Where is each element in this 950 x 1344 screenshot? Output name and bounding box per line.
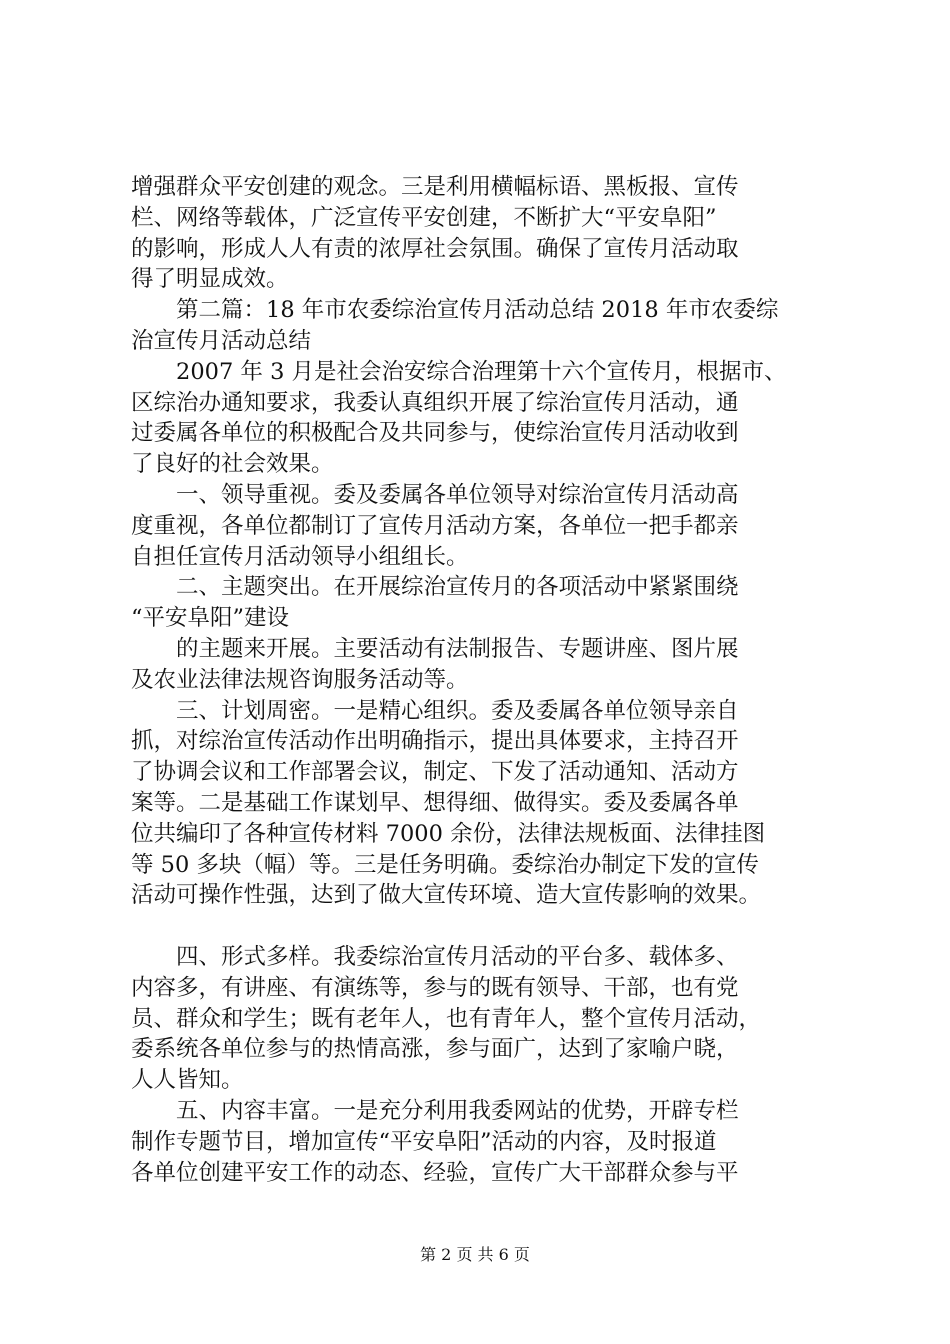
text-line: 增强群众平安创建的观念。三是利用横幅标语、黑板报、宣传 [131,174,739,200]
text-line: 案等。二是基础工作谋划早、想得细、做得实。委及委属各单 [131,789,739,816]
text-line: 的主题来开展。主要活动有法制报告、专题讲座、图片展 [131,635,739,662]
text-line: 过委属各单位的积极配合及共同参与，使综治宣传月活动收到 [131,420,739,447]
text-line: 抓，对综治宣传活动作出明确指示，提出具体要求，主持召开 [131,728,739,755]
blank-line [131,911,846,942]
text-line: 四、形式多样。我委综治宣传月活动的平台多、载体多、 [131,943,739,970]
text-line: 位共编印了各种宣传材料 7000 余份，法律法规板面、法律挂图 [131,820,766,847]
text-line: 人人皆知。 [131,1067,244,1094]
text-line: 区综治办通知要求，我委认真组织开展了综治宣传月活动，通 [131,389,739,416]
text-line: 2007 年 3 月是社会治安综合治理第十六个宣传月，根据市、 [131,358,787,385]
text-line: 等 50 多块（幅）等。三是任务明确。委综治办制定下发的宣传 [131,851,759,878]
section-heading-line: 治宣传月活动总结 [131,327,312,354]
page-number-footer: 第 2 页 共 6 页 [420,1245,530,1264]
text-line: 二、主题突出。在开展综治宣传月的各项活动中紧紧围绕 [131,574,739,601]
text-line: 了协调会议和工作部署会议，制定、下发了活动通知、活动方 [131,759,739,786]
text-line: 一、领导重视。委及委属各单位领导对综治宣传月活动高 [131,481,739,508]
text-line: 了良好的社会效果。 [131,451,334,478]
section-heading-line: 第二篇：18 年市农委综治宣传月活动总结 2018 年市农委综 [131,297,779,324]
text-line: 栏、网络等载体，广泛宣传平安创建，不断扩大“平安阜阳” [131,204,717,231]
text-line: 各单位创建平安工作的动态、经验，宣传广大干部群众参与平 [131,1159,739,1186]
document-body [131,172,846,1188]
text-line: 员、群众和学生；既有老年人，也有青年人，整个宣传月活动， [131,1005,762,1032]
text-line: 三、计划周密。一是精心组织。委及委属各单位领导亲自 [131,697,739,724]
text-line: 内容多，有讲座、有演练等，参与的既有领导、干部，也有党 [131,974,739,1001]
text-line: 委系统各单位参与的热情高涨，参与面广，达到了家喻户晓， [131,1036,739,1063]
text-line: 活动可操作性强，达到了做大宣传环境、造大宣传影响的效果。 [131,882,762,909]
text-line: 得了明显成效。 [131,266,289,293]
text-line: 制作专题节目，增加宣传“平安阜阳”活动的内容，及时报道 [131,1128,717,1155]
text-line: 自担任宣传月活动领导小组组长。 [131,543,469,570]
text-line: 的影响，形成人人有责的浓厚社会氛围。确保了宣传月活动取 [131,235,739,262]
text-line: 五、内容丰富。一是充分利用我委网站的优势，开辟专栏 [131,1097,739,1124]
text-line: 及农业法律法规咨询服务活动等。 [131,666,469,693]
text-line: 度重视，各单位都制订了宣传月活动方案，各单位一把手都亲 [131,512,739,539]
text-line: “平安阜阳”建设 [131,605,290,632]
